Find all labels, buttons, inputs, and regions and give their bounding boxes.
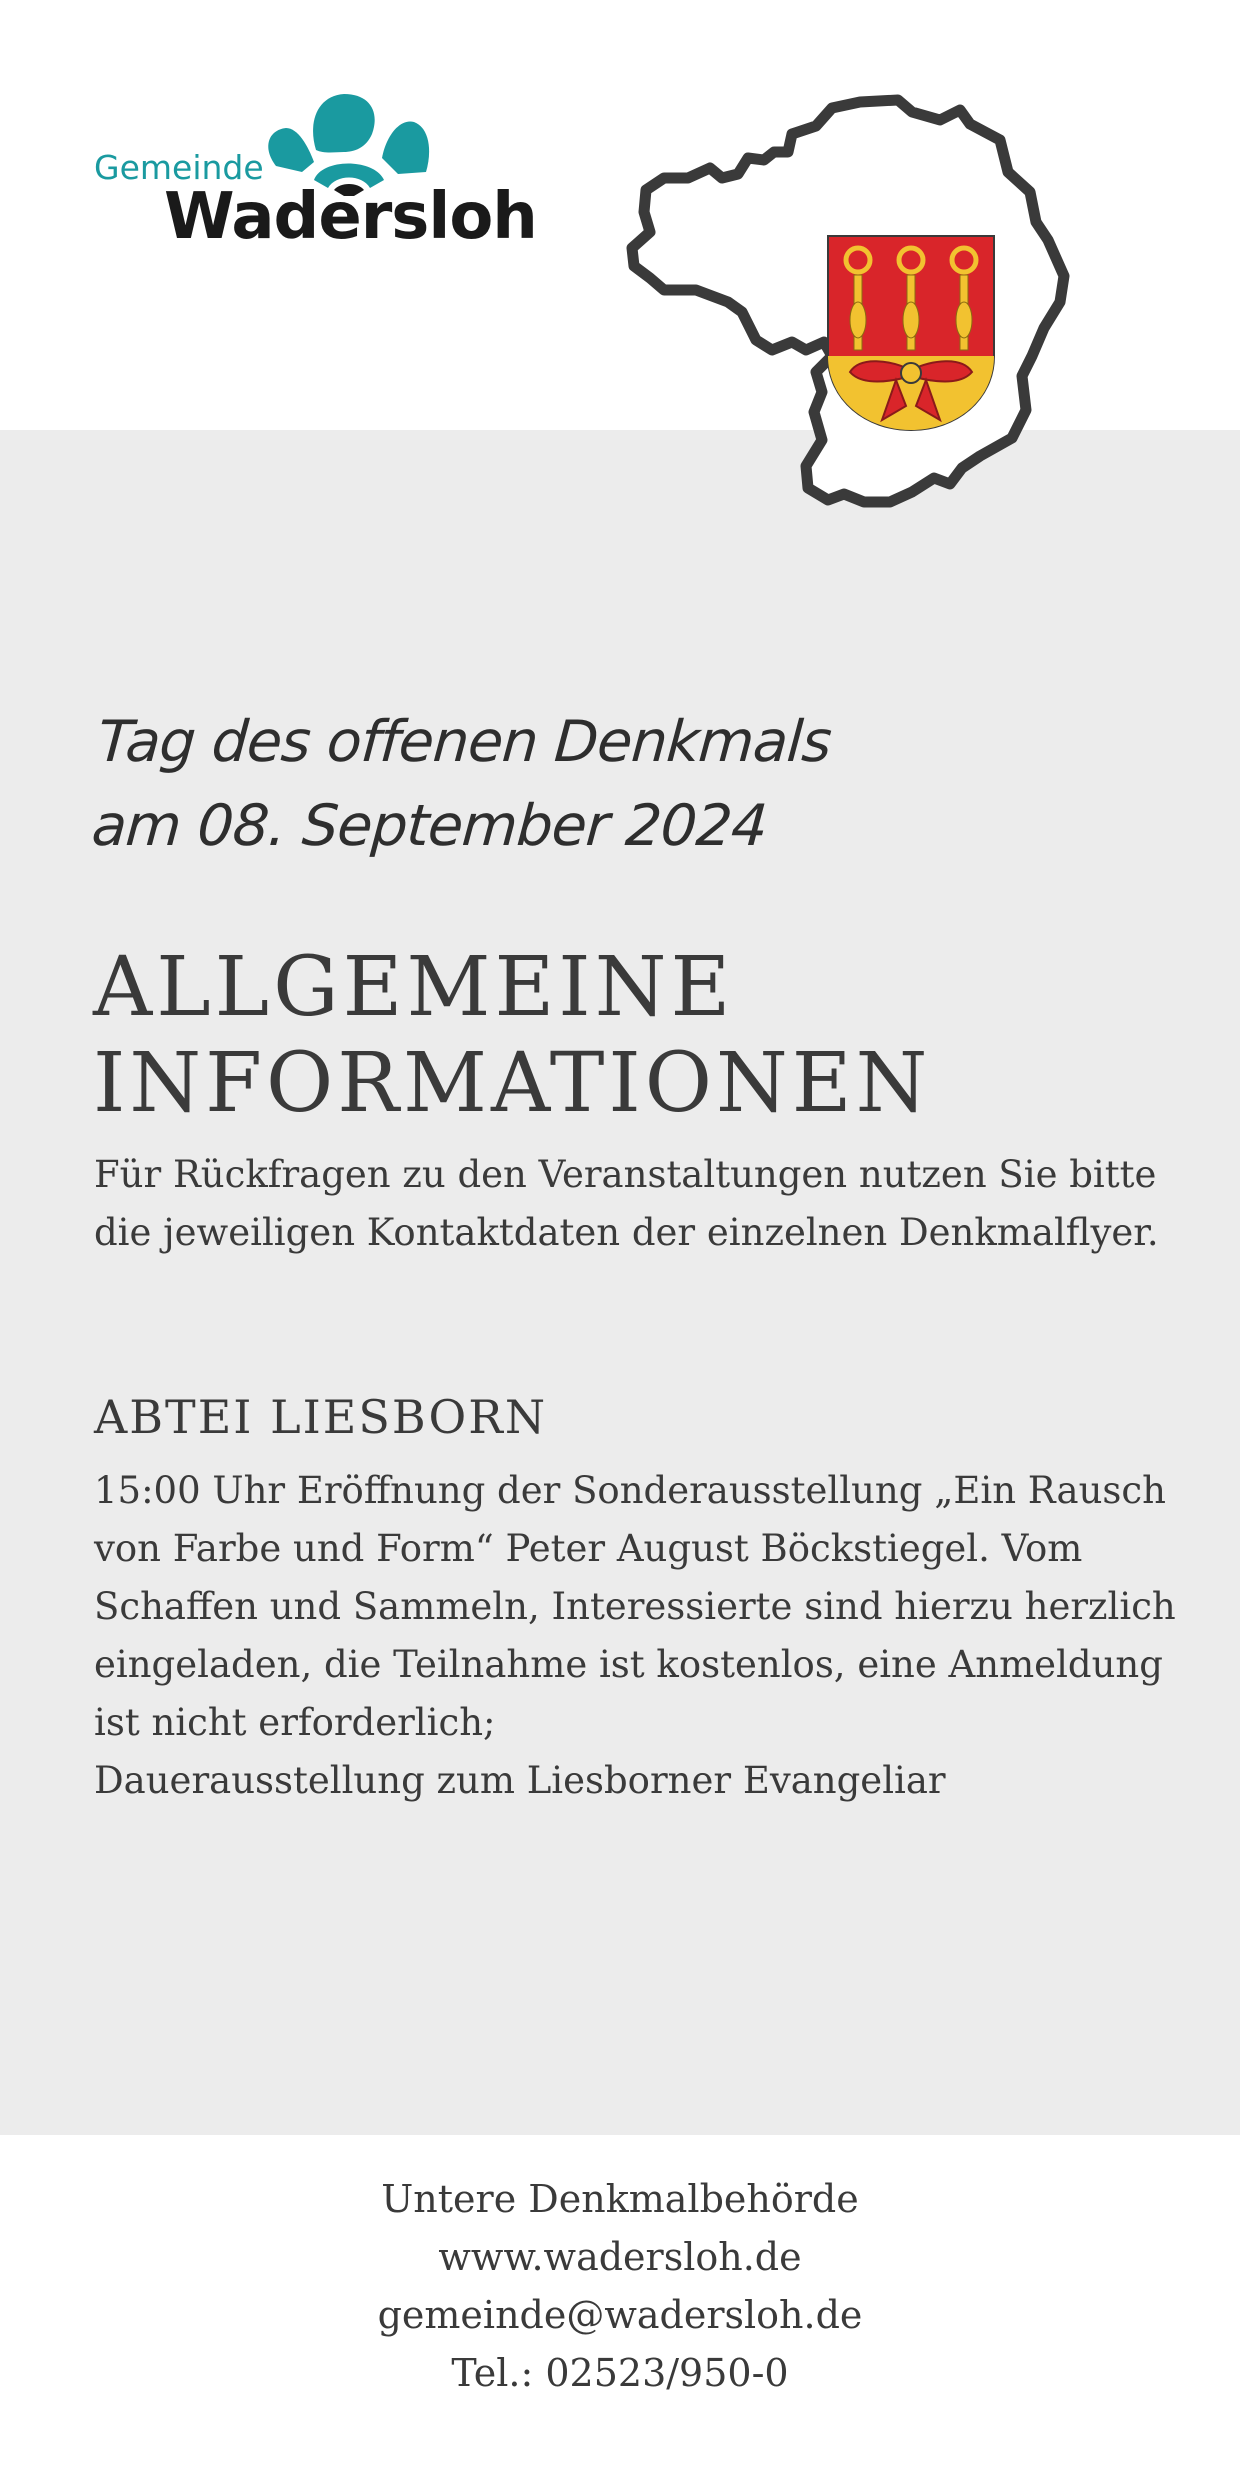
subtitle-line-1: Tag des offenen Denkmals [95, 709, 833, 775]
subtitle-line-2: am 08. September 2024 [89, 793, 769, 859]
intro-text: Für Rückfragen zu den Veranstaltungen nutzen Sie bitte die jeweiligen Kontaktdaten der einzelnen Denkmalflyer. [94, 1153, 1159, 1254]
section-paragraph-1: 15:00 Uhr Eröffnung der Sonderausstellung „Ein Rausch von Farbe und Form“ Peter August Böckstiegel. Vom Schaffen und Sammeln, Interessierte sind hierzu herzlich eingeladen, die Teilnahme ist kostenlos, eine Anmeldung ist nicht erforderlich; [94, 1469, 1176, 1744]
section-title: ABTEI LIESBORN [94, 1390, 548, 1444]
footer-phone: Tel.: 02523/950-0 [451, 2351, 789, 2395]
logo-big-text: Wadersloh [164, 180, 537, 254]
footer-authority: Untere Denkmalbehörde [381, 2177, 859, 2221]
title-line-2: INFORMATIONEN [93, 1036, 932, 1131]
event-subtitle [89, 700, 833, 868]
page-title [93, 940, 931, 1132]
footer-website-link[interactable]: www.wadersloh.de [438, 2235, 802, 2279]
coat-of-arms-icon [828, 236, 994, 430]
wadersloh-logo [88, 88, 537, 268]
municipality-map-outline-icon [560, 80, 1160, 660]
logo-small-text: Gemeinde [94, 148, 264, 187]
section-paragraph-2: Dauerausstellung zum Liesborner Evangeliar [94, 1759, 946, 1802]
gray-background-band [0, 430, 1240, 2135]
footer-contact [0, 2170, 1240, 2402]
title-line-1: ALLGEMEINE [93, 940, 735, 1035]
footer-email-link[interactable]: gemeinde@wadersloh.de [377, 2293, 863, 2337]
section-body [94, 1462, 1184, 1810]
